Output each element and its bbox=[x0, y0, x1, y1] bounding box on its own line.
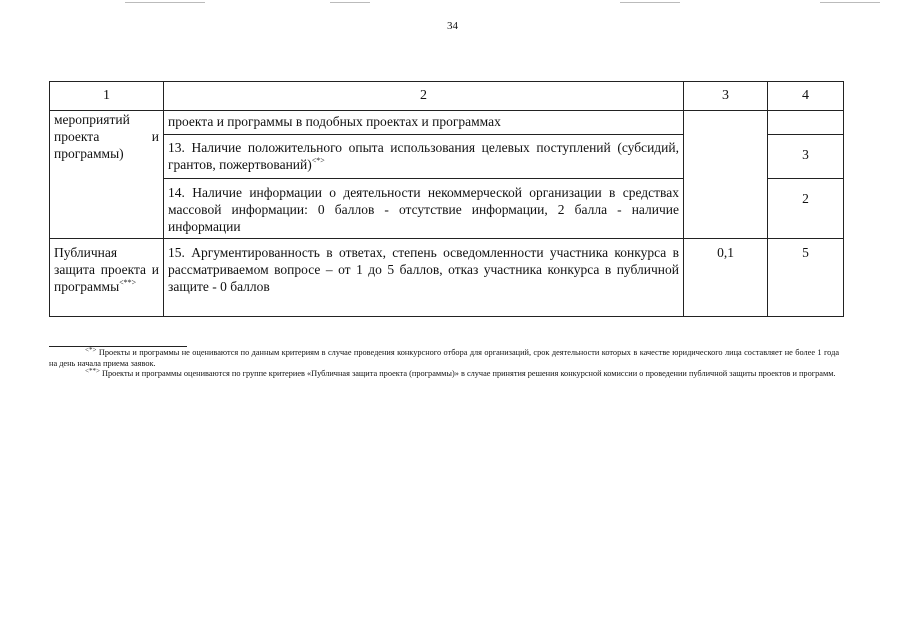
group-label-word: проекта bbox=[54, 128, 100, 144]
criterion-text bbox=[164, 239, 684, 317]
footnote-text: Проекты и программы не оцениваются по данным критериям в случае проведения конкурсного отбора для организаций, срок деятельности которых в качестве юридического лица составляет не более 1 года на день начала приема заявок. bbox=[49, 348, 839, 368]
score-cell bbox=[768, 111, 844, 135]
group-label-cell bbox=[50, 239, 164, 317]
column-header: 1 bbox=[50, 82, 164, 111]
footnote-marker: <**> bbox=[85, 367, 100, 376]
footnotes bbox=[49, 348, 839, 380]
top-edge-line bbox=[330, 2, 370, 3]
footnote bbox=[49, 348, 839, 369]
criterion-text bbox=[164, 179, 684, 239]
criterion-text bbox=[164, 111, 684, 135]
footnote-marker: <**> bbox=[119, 277, 137, 287]
top-edge-line bbox=[820, 2, 880, 3]
group-label-line: программы) bbox=[54, 145, 124, 161]
footnote-marker: <*> bbox=[311, 155, 325, 165]
footnote-text: Проекты и программы оцениваются по группе критериев «Публичная защита проекта (программы)» в случае принятия решения конкурсной комиссии о проведении публичной защиты проектов и программ. bbox=[101, 369, 836, 379]
table-row bbox=[50, 111, 844, 135]
footnote bbox=[49, 369, 839, 380]
score-cell: 5 bbox=[768, 239, 844, 317]
column-header: 2 bbox=[164, 82, 684, 111]
group-label-cell bbox=[50, 111, 164, 239]
score-cell: 2 bbox=[768, 179, 844, 239]
group-label-line bbox=[54, 129, 159, 146]
criterion-text-body: 14. Наличие информации о деятельности некоммерческой организации в средствах массовой информации: 0 баллов - отсутствие информации, 2 балла - наличие информации bbox=[168, 185, 679, 234]
group-label: Публичная защита проекта и программы bbox=[54, 245, 159, 294]
score-cell: 3 bbox=[768, 135, 844, 179]
footnote-separator bbox=[49, 346, 187, 347]
footnote-marker: <*> bbox=[85, 346, 97, 354]
page-number: 34 bbox=[447, 20, 458, 32]
criteria-table bbox=[49, 81, 844, 317]
top-edge-line bbox=[620, 2, 680, 3]
top-edge-line bbox=[125, 2, 205, 3]
criterion-text bbox=[164, 135, 684, 179]
criterion-text-body: 13. Наличие положительного опыта использования целевых поступлений (субсидий, грантов, пожертвований) bbox=[168, 140, 679, 172]
weight-cell bbox=[684, 111, 768, 239]
table-row bbox=[50, 239, 844, 317]
criterion-text-body: проекта и программы в подобных проектах и программах bbox=[168, 114, 501, 129]
weight-cell: 0,1 bbox=[684, 239, 768, 317]
group-label-line: мероприятий bbox=[54, 112, 130, 127]
column-header: 4 bbox=[768, 82, 844, 111]
table-header-row bbox=[50, 82, 844, 111]
group-label-word: и bbox=[151, 128, 159, 144]
criterion-text-body: 15. Аргументированность в ответах, степень осведомленности участника конкурса в рассматриваемом вопросе – от 1 до 5 баллов, отказ участника конкурса в публичной защите - 0 баллов bbox=[168, 245, 679, 294]
column-header: 3 bbox=[684, 82, 768, 111]
